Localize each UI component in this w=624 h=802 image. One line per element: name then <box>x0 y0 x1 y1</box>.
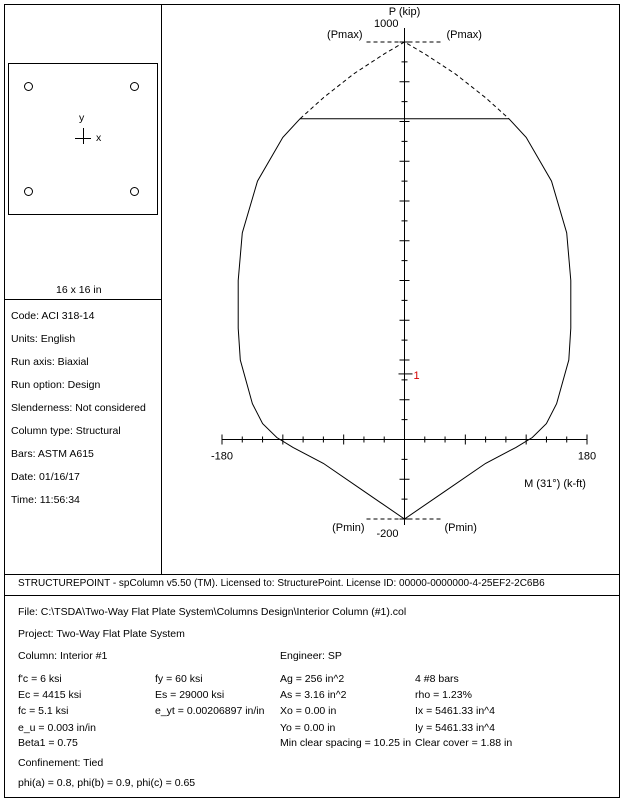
details-cell: e_u = 0.003 in/in <box>18 722 96 734</box>
rebar-top-left <box>24 82 33 91</box>
rebar-top-right <box>130 82 139 91</box>
details-cell: Ec = 4415 ksi <box>18 689 82 701</box>
info-column-type: Column type: Structural <box>11 425 121 437</box>
y-tick-label-max: 1000 <box>374 18 399 30</box>
info-units: Units: English <box>11 333 76 345</box>
section-size-label: 16 x 16 in <box>56 284 102 296</box>
details-engineer: Engineer: SP <box>280 650 342 662</box>
pmax-label-right: (Pmax) <box>446 29 482 41</box>
info-slenderness: Slenderness: Not considered <box>11 402 146 414</box>
info-code: Code: ACI 318-14 <box>11 310 95 322</box>
details-cell: Xo = 0.00 in <box>280 705 337 717</box>
section-axis-y-label: y <box>79 112 85 124</box>
section-axis-y <box>83 128 84 144</box>
details-cell: As = 3.16 in^2 <box>280 689 347 701</box>
details-cell: Ag = 256 in^2 <box>280 673 345 685</box>
details-phi: phi(a) = 0.8, phi(b) = 0.9, phi(c) = 0.65 <box>18 777 196 789</box>
info-time: Time: 11:56:34 <box>11 494 80 506</box>
info-date: Date: 01/16/17 <box>11 471 80 483</box>
info-run-option: Run option: Design <box>11 379 101 391</box>
details-cell: Yo = 0.00 in <box>280 722 336 734</box>
details-cell: fc = 5.1 ksi <box>18 705 69 717</box>
pmin-label-left: (Pmin) <box>332 522 365 534</box>
details-cell: Clear cover = 1.88 in <box>415 737 513 749</box>
details-cell: rho = 1.23% <box>415 689 472 701</box>
details-project: Project: Two-Way Flat Plate System <box>18 628 185 640</box>
x-tick-label-max: 180 <box>577 450 597 463</box>
info-bars: Bars: ASTM A615 <box>11 448 94 460</box>
rebar-bottom-right <box>130 187 139 196</box>
y-tick-label-min: -200 <box>376 528 399 540</box>
details-file: File: C:\TSDA\Two-Way Flat Plate System\Columns Design\Interior Column (#1).col <box>18 606 407 618</box>
details-cell: Beta1 = 0.75 <box>18 737 78 749</box>
license-line: STRUCTUREPOINT - spColumn v5.50 (TM). Licensed to: StructurePoint. License ID: 00000-0000000-4-25EF2-2C6B6 <box>18 578 545 589</box>
license-top-divider <box>4 574 620 575</box>
license-bottom-divider <box>4 595 620 596</box>
details-confinement: Confinement: Tied <box>18 757 104 769</box>
details-cell: Es = 29000 ksi <box>155 689 225 701</box>
details-cell: fy = 60 ksi <box>155 673 203 685</box>
y-axis-label: P (kip) <box>388 6 421 18</box>
details-cell: Min clear spacing = 10.25 in <box>280 737 412 749</box>
section-info-divider <box>4 299 161 300</box>
details-cell: e_yt = 0.00206897 in/in <box>155 705 265 717</box>
details-cell: Iy = 5461.33 in^4 <box>415 722 495 734</box>
x-tick-label-min: -180 <box>210 450 234 463</box>
load-point-label: 1 <box>413 369 420 382</box>
pmin-label-right: (Pmin) <box>444 522 477 534</box>
interaction-diagram <box>161 0 621 570</box>
details-cell: f'c = 6 ksi <box>18 673 62 685</box>
section-axis-x-label: x <box>96 132 102 144</box>
details-column: Column: Interior #1 <box>18 650 108 662</box>
x-axis-label: M (31°) (k-ft) <box>524 478 586 490</box>
pmax-label-left: (Pmax) <box>327 29 363 41</box>
info-run-axis: Run axis: Biaxial <box>11 356 89 368</box>
details-cell: Ix = 5461.33 in^4 <box>415 705 495 717</box>
rebar-bottom-left <box>24 187 33 196</box>
details-cell: 4 #8 bars <box>415 673 459 685</box>
